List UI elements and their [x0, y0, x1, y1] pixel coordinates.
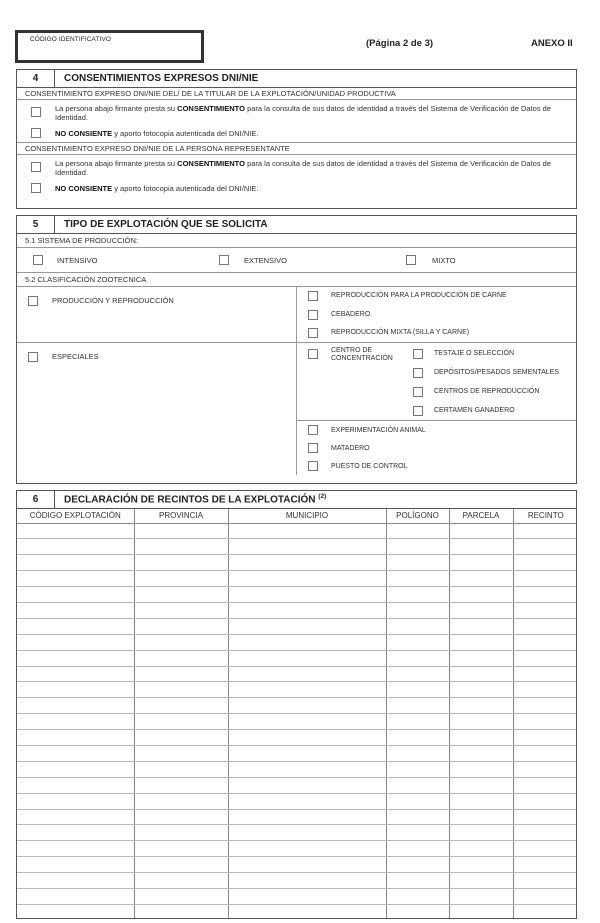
table-cell[interactable]	[513, 809, 577, 825]
table-row	[17, 793, 577, 809]
titular-consiente-text: La persona abajo firmante presta su CONSENTIMIENTO para la consulta de sus datos de identidad a través del Sistema de Verificación de Datos de Identidad.	[55, 104, 551, 122]
table-cell[interactable]	[17, 714, 134, 730]
table-cell[interactable]	[134, 682, 228, 698]
section-6-recintos	[16, 490, 577, 919]
table-row	[17, 873, 577, 889]
table-cell[interactable]	[228, 793, 386, 809]
cebadero-checkbox[interactable]	[308, 310, 318, 320]
reproduccion-mixta-checkbox[interactable]	[308, 328, 318, 338]
table-cell[interactable]	[449, 873, 513, 889]
testaje-checkbox[interactable]	[413, 349, 423, 359]
table-cell[interactable]	[449, 602, 513, 618]
table-cell[interactable]	[449, 618, 513, 634]
table-cell[interactable]	[134, 602, 228, 618]
table-cell[interactable]	[17, 555, 134, 571]
table-cell[interactable]	[386, 730, 449, 746]
table-cell[interactable]	[228, 602, 386, 618]
table-header-row	[17, 509, 577, 523]
table-cell[interactable]	[449, 571, 513, 587]
table-cell[interactable]	[513, 777, 577, 793]
table-row	[17, 618, 577, 634]
extensivo-checkbox[interactable]	[219, 255, 229, 265]
puesto-control-label: PUESTO DE CONTROL	[331, 463, 408, 470]
reproduccion-mixta-label: REPRODUCCIÓN MIXTA (SILLA Y CARNE)	[331, 329, 470, 336]
table-cell[interactable]	[386, 698, 449, 714]
table-row	[17, 682, 577, 698]
clasificacion-zootecnica-subheading: 5.2 CLASIFICACIÓN ZOOTECNICA	[17, 273, 576, 287]
col-parcela: PARCELA	[449, 509, 513, 523]
table-cell[interactable]	[134, 857, 228, 873]
col-poligono: POLÍGONO	[386, 509, 449, 523]
experimentacion-label: EXPERIMENTACIÓN ANIMAL	[331, 427, 426, 434]
table-row	[17, 904, 577, 919]
table-row	[17, 857, 577, 873]
titular-consiente-checkbox[interactable]	[31, 107, 41, 117]
mixto-label: MIXTO	[432, 256, 456, 265]
table-cell[interactable]	[228, 745, 386, 761]
table-cell[interactable]	[134, 761, 228, 777]
representante-subheading: CONSENTIMIENTO EXPRESO DNI/NIE DE LA PERSONA REPRESENTANTE	[17, 143, 576, 155]
sistema-produccion-subheading: 5.1 SISTEMA DE PRODUCCIÓN:	[17, 234, 576, 248]
table-row	[17, 841, 577, 857]
table-cell[interactable]	[134, 571, 228, 587]
table-cell[interactable]	[228, 555, 386, 571]
table-row	[17, 888, 577, 904]
table-cell[interactable]	[17, 571, 134, 587]
certamen-label: CERTAMEN GANADERO	[434, 407, 515, 414]
section-number: 6	[17, 491, 55, 508]
table-cell[interactable]	[17, 793, 134, 809]
table-cell[interactable]	[386, 602, 449, 618]
table-cell[interactable]	[449, 793, 513, 809]
table-row	[17, 634, 577, 650]
table-row	[17, 587, 577, 603]
table-cell[interactable]	[386, 857, 449, 873]
table-cell[interactable]	[513, 714, 577, 730]
table-cell[interactable]	[228, 777, 386, 793]
table-cell[interactable]	[513, 825, 577, 841]
table-row	[17, 777, 577, 793]
table-cell[interactable]	[17, 650, 134, 666]
table-cell[interactable]	[386, 873, 449, 889]
table-cell[interactable]	[386, 809, 449, 825]
table-cell[interactable]	[134, 825, 228, 841]
table-cell[interactable]	[449, 666, 513, 682]
table-cell[interactable]	[449, 523, 513, 539]
table-cell[interactable]	[134, 539, 228, 555]
table-row	[17, 825, 577, 841]
table-cell[interactable]	[17, 841, 134, 857]
puesto-control-checkbox[interactable]	[308, 461, 318, 471]
table-cell[interactable]	[449, 730, 513, 746]
table-cell[interactable]	[449, 587, 513, 603]
table-cell[interactable]	[134, 698, 228, 714]
table-cell[interactable]	[449, 634, 513, 650]
table-cell[interactable]	[449, 841, 513, 857]
col-codigo-explotacion: CÓDIGO EXPLOTACIÓN	[17, 509, 134, 523]
section-5-tipo-explotacion	[16, 215, 577, 484]
table-cell[interactable]	[386, 555, 449, 571]
depositos-checkbox[interactable]	[413, 368, 423, 378]
table-cell[interactable]	[449, 698, 513, 714]
section-6-header	[17, 491, 576, 509]
representante-consiente-checkbox[interactable]	[31, 162, 41, 172]
table-cell[interactable]	[17, 618, 134, 634]
table-cell[interactable]	[449, 904, 513, 919]
table-row	[17, 571, 577, 587]
section-number: 4	[17, 70, 55, 87]
especiales-label: ESPECIALES	[52, 352, 99, 361]
table-cell[interactable]	[228, 650, 386, 666]
reproduccion-carne-checkbox[interactable]	[308, 291, 318, 301]
table-cell[interactable]	[449, 539, 513, 555]
table-cell[interactable]	[228, 730, 386, 746]
table-cell[interactable]	[228, 857, 386, 873]
table-cell[interactable]	[513, 539, 577, 555]
table-cell[interactable]	[513, 682, 577, 698]
table-cell[interactable]	[386, 539, 449, 555]
table-cell[interactable]	[513, 618, 577, 634]
testaje-label: TESTAJE O SELECCIÓN	[434, 350, 514, 357]
intensivo-label: INTENSIVO	[57, 256, 98, 265]
table-row	[17, 761, 577, 777]
table-cell[interactable]	[386, 825, 449, 841]
table-cell[interactable]	[386, 777, 449, 793]
mixto-checkbox[interactable]	[406, 255, 416, 265]
recintos-table	[17, 509, 577, 919]
matadero-checkbox[interactable]	[308, 443, 318, 453]
col-provincia: PROVINCIA	[134, 509, 228, 523]
table-cell[interactable]	[17, 666, 134, 682]
table-cell[interactable]	[228, 523, 386, 539]
especiales-checkbox[interactable]	[28, 352, 38, 362]
intensivo-checkbox[interactable]	[33, 255, 43, 265]
representante-no-consiente-text: NO CONSIENTE y aporto fotocopia autenticada del DNI/NIE.	[55, 184, 259, 193]
table-cell[interactable]	[17, 777, 134, 793]
table-cell[interactable]	[386, 523, 449, 539]
centro-concentracion-checkbox[interactable]	[308, 349, 318, 359]
table-cell[interactable]	[449, 888, 513, 904]
titular-subheading: CONSENTIMIENTO EXPRESO DNI/NIE DEL/ DE LA TITULAR DE LA EXPLOTACIÓN/UNIDAD PRODUCTIVA	[17, 88, 576, 100]
table-cell[interactable]	[134, 634, 228, 650]
extensivo-label: EXTENSIVO	[244, 256, 287, 265]
table-cell[interactable]	[134, 745, 228, 761]
table-cell[interactable]	[228, 841, 386, 857]
col-recinto: RECINTO	[513, 509, 577, 523]
table-cell[interactable]	[449, 745, 513, 761]
table-cell[interactable]	[228, 873, 386, 889]
table-cell[interactable]	[449, 857, 513, 873]
centros-reproduccion-checkbox[interactable]	[413, 387, 423, 397]
table-cell[interactable]	[513, 857, 577, 873]
table-cell[interactable]	[228, 904, 386, 919]
table-cell[interactable]	[449, 555, 513, 571]
table-cell[interactable]	[513, 873, 577, 889]
table-cell[interactable]	[17, 745, 134, 761]
table-cell[interactable]	[513, 634, 577, 650]
table-cell[interactable]	[228, 682, 386, 698]
table-cell[interactable]	[17, 682, 134, 698]
table-cell[interactable]	[17, 698, 134, 714]
table-row	[17, 555, 577, 571]
section-4-header	[17, 70, 576, 88]
table-cell[interactable]	[17, 809, 134, 825]
table-cell[interactable]	[228, 539, 386, 555]
table-cell[interactable]	[17, 825, 134, 841]
table-cell[interactable]	[17, 857, 134, 873]
table-cell[interactable]	[513, 523, 577, 539]
table-cell[interactable]	[17, 634, 134, 650]
table-cell[interactable]	[17, 523, 134, 539]
table-row	[17, 523, 577, 539]
table-cell[interactable]	[134, 555, 228, 571]
codigo-identificativo-box[interactable]	[15, 30, 204, 63]
table-cell[interactable]	[386, 714, 449, 730]
table-cell[interactable]	[17, 539, 134, 555]
table-cell[interactable]	[386, 682, 449, 698]
table-cell[interactable]	[134, 587, 228, 603]
table-cell[interactable]	[513, 587, 577, 603]
table-cell[interactable]	[513, 761, 577, 777]
section-title: TIPO DE EXPLOTACIÓN QUE SE SOLICITA	[64, 219, 268, 230]
table-cell[interactable]	[134, 666, 228, 682]
table-cell[interactable]	[134, 793, 228, 809]
table-row	[17, 730, 577, 746]
table-row	[17, 602, 577, 618]
produccion-reproduccion-checkbox[interactable]	[28, 296, 38, 306]
table-cell[interactable]	[513, 698, 577, 714]
representante-consiente-text: La persona abajo firmante presta su CONSENTIMIENTO para la consulta de sus datos de identidad a través del Sistema de Verificación de Datos de Identidad.	[55, 159, 551, 177]
table-cell[interactable]	[17, 873, 134, 889]
table-cell[interactable]	[228, 587, 386, 603]
table-cell[interactable]	[449, 761, 513, 777]
table-row	[17, 698, 577, 714]
table-cell[interactable]	[513, 602, 577, 618]
table-cell[interactable]	[134, 841, 228, 857]
table-cell[interactable]	[386, 793, 449, 809]
table-cell[interactable]	[513, 745, 577, 761]
table-cell[interactable]	[449, 714, 513, 730]
table-cell[interactable]	[17, 904, 134, 919]
table-cell[interactable]	[513, 571, 577, 587]
table-cell[interactable]	[386, 571, 449, 587]
table-cell[interactable]	[228, 761, 386, 777]
table-row	[17, 809, 577, 825]
anexo-label: ANEXO II	[531, 38, 573, 49]
table-cell[interactable]	[449, 682, 513, 698]
table-cell[interactable]	[386, 666, 449, 682]
codigo-identificativo-label: CÓDIGO IDENTIFICATIVO	[30, 36, 112, 43]
table-cell[interactable]	[228, 888, 386, 904]
table-cell[interactable]	[134, 904, 228, 919]
titular-no-consiente-checkbox[interactable]	[31, 128, 41, 138]
table-cell[interactable]	[513, 888, 577, 904]
table-cell[interactable]	[513, 793, 577, 809]
table-cell[interactable]	[228, 714, 386, 730]
table-cell[interactable]	[449, 777, 513, 793]
table-cell[interactable]	[134, 888, 228, 904]
table-cell[interactable]	[134, 523, 228, 539]
table-cell[interactable]	[134, 618, 228, 634]
table-row	[17, 666, 577, 682]
table-cell[interactable]	[17, 602, 134, 618]
depositos-label: DEPÓSITOS/PESADOS SEMENTALES	[434, 369, 559, 376]
table-cell[interactable]	[513, 730, 577, 746]
section-number: 5	[17, 216, 55, 233]
table-row	[17, 650, 577, 666]
table-cell[interactable]	[386, 888, 449, 904]
experimentacion-checkbox[interactable]	[308, 425, 318, 435]
table-row	[17, 539, 577, 555]
table-cell[interactable]	[513, 650, 577, 666]
table-cell[interactable]	[228, 825, 386, 841]
table-cell[interactable]	[134, 730, 228, 746]
table-cell[interactable]	[449, 825, 513, 841]
table-cell[interactable]	[17, 888, 134, 904]
table-cell[interactable]	[449, 650, 513, 666]
reproduccion-carne-label: REPRODUCCIÓN PARA LA PRODUCCIÓN DE CARNE	[331, 292, 507, 299]
section-title: DECLARACIÓN DE RECINTOS DE LA EXPLOTACIÓN $^{(2)}$	[64, 493, 327, 506]
produccion-reproduccion-label: PRODUCCIÓN Y REPRODUCCIÓN	[52, 296, 174, 305]
section-4-consentimientos	[16, 69, 577, 209]
centro-concentracion-label: CENTRO DE CONCENTRACIÓN	[331, 347, 393, 362]
table-cell[interactable]	[386, 761, 449, 777]
table-cell[interactable]	[17, 730, 134, 746]
table-cell[interactable]	[386, 745, 449, 761]
table-cell[interactable]	[513, 841, 577, 857]
table-cell[interactable]	[386, 841, 449, 857]
centros-reproduccion-label: CENTROS DE REPRODUCCIÓN	[434, 388, 540, 395]
table-cell[interactable]	[513, 904, 577, 919]
page-number: (Página 2 de 3)	[366, 38, 434, 49]
table-cell[interactable]	[228, 666, 386, 682]
certamen-checkbox[interactable]	[413, 406, 423, 416]
table-cell[interactable]	[17, 587, 134, 603]
table-cell[interactable]	[513, 555, 577, 571]
table-cell[interactable]	[386, 650, 449, 666]
table-cell[interactable]	[228, 809, 386, 825]
table-cell[interactable]	[228, 571, 386, 587]
titular-no-consiente-text: NO CONSIENTE y aporto fotocopia autenticada del DNI/NIE.	[55, 129, 259, 138]
col-municipio: MUNICIPIO	[228, 509, 386, 523]
table-cell[interactable]	[513, 666, 577, 682]
section-5-header	[17, 216, 576, 234]
table-cell[interactable]	[134, 777, 228, 793]
table-cell[interactable]	[386, 904, 449, 919]
matadero-label: MATADERO	[331, 445, 370, 452]
table-cell[interactable]	[386, 634, 449, 650]
table-cell[interactable]	[386, 587, 449, 603]
representante-no-consiente-checkbox[interactable]	[31, 183, 41, 193]
section-title: CONSENTIMIENTOS EXPRESOS DNI/NIE	[64, 73, 259, 84]
table-cell[interactable]	[449, 809, 513, 825]
table-cell[interactable]	[17, 761, 134, 777]
table-cell[interactable]	[134, 650, 228, 666]
table-cell[interactable]	[228, 698, 386, 714]
cebadero-label: CEBADERO	[331, 311, 371, 318]
table-cell[interactable]	[134, 809, 228, 825]
table-cell[interactable]	[134, 873, 228, 889]
table-cell[interactable]	[134, 714, 228, 730]
table-row	[17, 745, 577, 761]
table-cell[interactable]	[228, 618, 386, 634]
table-cell[interactable]	[228, 634, 386, 650]
table-row	[17, 714, 577, 730]
table-cell[interactable]	[386, 618, 449, 634]
